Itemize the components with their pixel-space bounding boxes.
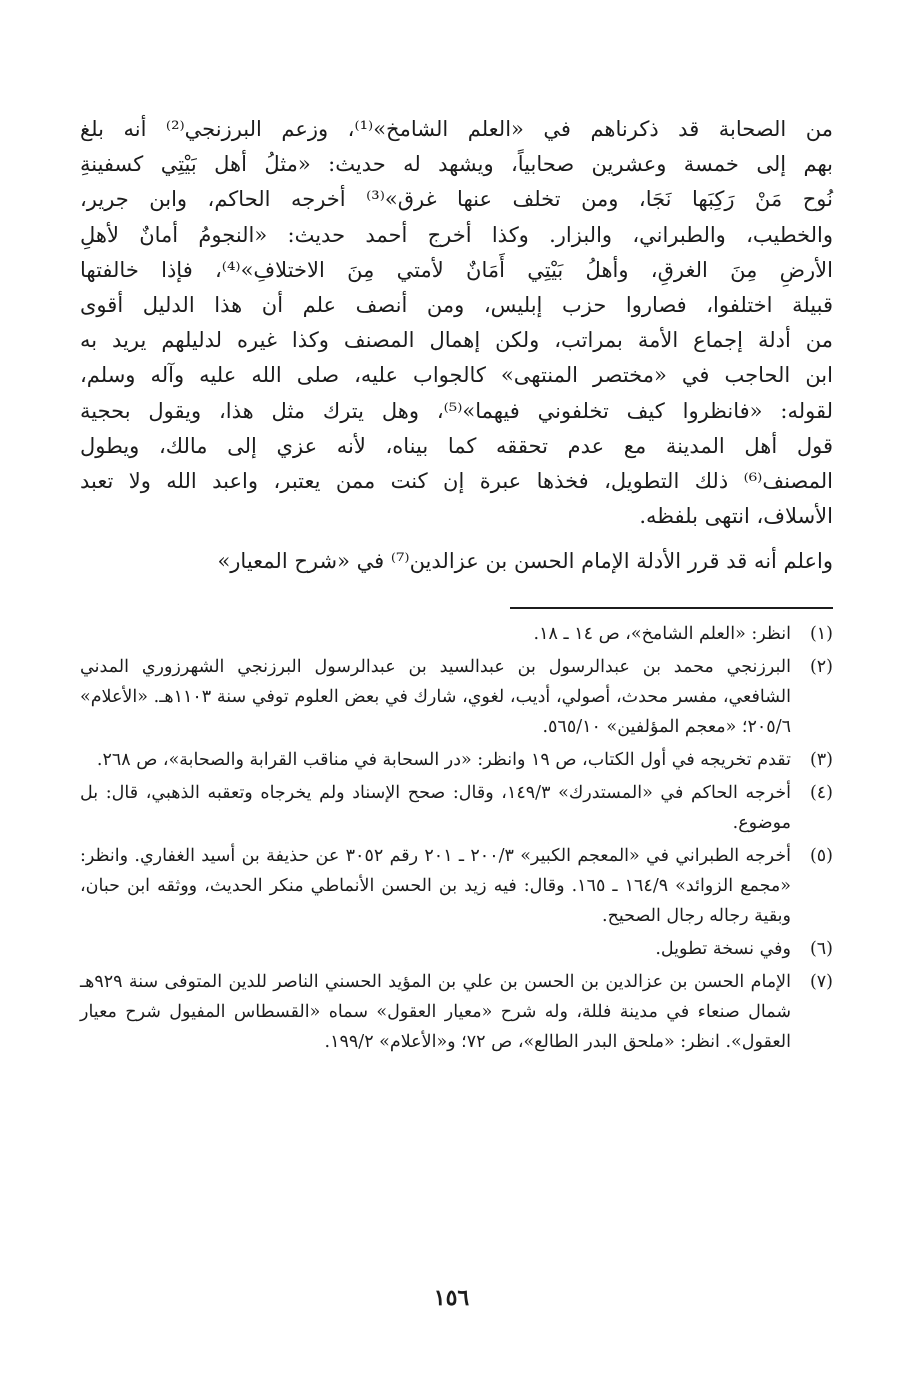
footnote-item — [80, 967, 833, 1057]
footnote-text: البرزنجي محمد بن عبدالرسول بن عبدالسيد بن عبدالرسول البرزنجي الشهرزوري المدني الشافعي، مفسر محدث، أصولي، أديب، لغوي، شارك في بعض العلوم توفي سنة ١١٠٣هـ. «الأعلام» ٢٠٥/٦؛ «معجم المؤلفين» ٥٦٥/١٠. — [80, 657, 791, 738]
footnote-text: تقدم تخريجه في أول الكتاب، ص ١٩ وانظر: «در السحابة في مناقب القرابة والصحابة»، ص ٢٦٨. — [96, 750, 791, 771]
text-line: الأسلاف، انتهى بلفظه. — [639, 504, 833, 529]
text-line: نُوح مَنْ رَكِبَها نَجَا، ومن تخلف عنها غرق»⁽³⁾ أخرجه الحاكم، وابن جرير، — [80, 187, 834, 212]
footnote-number: (١) — [809, 624, 833, 645]
footnote-text: الإمام الحسن بن عزالدين بن الحسن بن علي بن المؤيد الحسني الناصر للدين المتوفى سنة ٩٢٩هـ شمال صنعاء في مدينة فللة، وله شرح «معيار العقول» سماه «القسطاس المفيول شرح معيار العقول». انظر: «ملحق البدر الطالع»، ص ٧٢؛ و«الأعلام» ١٩٩/٢. — [80, 972, 791, 1053]
text-line: المصنف⁽⁶⁾ ذلك التطويل، فخذها عبرة إن كنت ممن يعتبر، واعبد الله ولا تعبد — [80, 469, 833, 494]
footnote-number: (٧) — [809, 972, 833, 993]
footnote-item — [80, 652, 833, 742]
footnote-number: (٦) — [809, 939, 833, 960]
footnote-text: أخرجه الحاكم في «المستدرك» ١٤٩/٣، وقال: صحح الإسناد ولم يخرجاه وتعقبه الذهبي، قال: بل موضوع. — [80, 783, 792, 834]
text-line: قول أهل المدينة مع عدم تحققه كما بيناه، لأنه عزي إلى مالك، ويطول — [80, 433, 833, 458]
text-line: بهم إلى خمسة وعشرين صحابياً، ويشهد له حديث: «مثلُ أهل بَيْتِي كسفينةِ — [80, 152, 833, 177]
footnote-item — [80, 745, 833, 775]
footnote-item — [80, 778, 833, 838]
footnote-item — [80, 841, 833, 931]
footnote-item — [80, 934, 833, 964]
main-text — [80, 112, 833, 534]
footnotes — [80, 619, 833, 1057]
closing-line: واعلم أنه قد قرر الأدلة الإمام الحسن بن عزالدين⁽⁷⁾ في «شرح المعيار» — [217, 549, 833, 574]
footnote-number: (٣) — [809, 750, 833, 771]
footnote-number: (٤) — [809, 783, 833, 804]
footnote-item — [80, 619, 833, 649]
footnote-text: انظر: «العلم الشامخ»، ص ١٤ ـ ١٨. — [533, 624, 791, 645]
text-line: الأرضِ مِنَ الغرقِ، وأهلُ بَيْتِي أَمَانٌ لأمتي مِنَ الاختلافِ»⁽⁴⁾، فإذا خالفتها — [80, 257, 833, 282]
footnote-text: أخرجه الطبراني في «المعجم الكبير» ٢٠٠/٣ ـ ٢٠١ رقم ٣٠٥٢ عن حذيفة بن أسيد الغفاري. وانظر: «مجمع الزوائد» ١٦٤/٩ ـ ١٦٥. وقال: فيه زيد بن الحسن الأنماطي منكر الحديث، ووثقه ابن حبان، وبقية رجاله رجال الصحيح. — [80, 846, 792, 927]
footnote-text: وفي نسخة تطويل. — [655, 939, 791, 960]
footnote-number: (٢) — [809, 657, 833, 678]
text-line: قبيلة اختلفوا، فصاروا حزب إبليس، ومن أنصف علم أن هذا الدليل أقوى — [80, 293, 833, 318]
footnote-number: (٥) — [809, 846, 833, 867]
text-line: لقوله: «فانظروا كيف تخلفوني فيهما»⁽⁵⁾، وهل يترك مثل هذا، ويقول بحجية — [80, 398, 833, 423]
text-line: ابن الحاجب في «مختصر المنتهى» كالجواب عليه، صلى الله عليه وآله وسلم، — [80, 363, 833, 388]
text-line: من أدلة إجماع الأمة بمراتب، ولكن إهمال المصنف وكذا غيره لدليلهم يريد به — [80, 328, 833, 353]
text-line: والخطيب، والطبراني، والبزار. وكذا أخرج أحمد حديث: «النجومُ أمانٌ لأهلِ — [80, 222, 833, 247]
footnote-divider — [510, 607, 833, 609]
text-line: من الصحابة قد ذكرناهم في «العلم الشامخ»⁽¹⁾، وزعم البرزنجي⁽²⁾ أنه بلغ — [80, 117, 833, 141]
page-number: ١٥٦ — [433, 1285, 470, 1311]
